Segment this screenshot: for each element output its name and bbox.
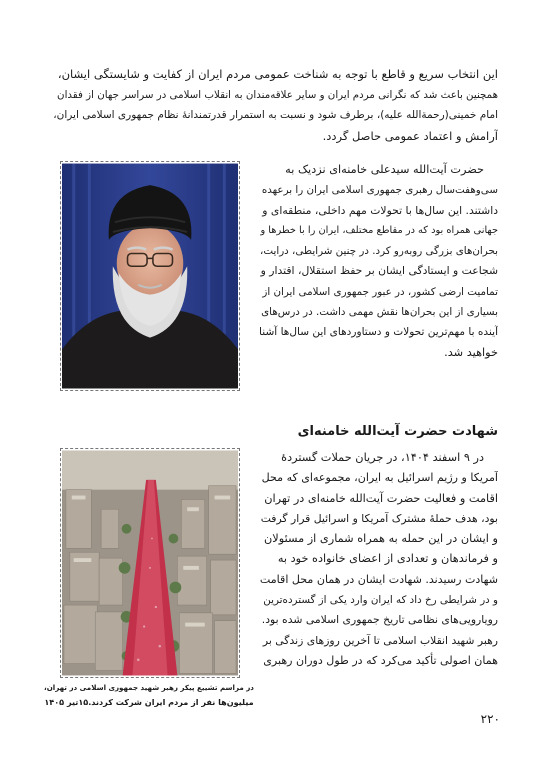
section-line: و ایشان در این حمله به همراه شماری از مسئولان	[264, 532, 498, 546]
leader-line: بسیاری از این بحران‌ها نقش مهمی داشت. در درس‌های	[261, 306, 498, 319]
section-line: همان اصولی تأکید می‌کرد که در طول دوران رهبری	[263, 653, 498, 667]
section-line: و در شرایطی رخ داد که ایران وارد یکی از گسترده‌ترین	[263, 594, 498, 607]
funeral-crowd-photo	[60, 448, 240, 678]
leader-line: داشتند. این سال‌ها با تحولات مهم داخلی، منطقه‌ای و	[262, 203, 498, 217]
aerial-crowd-illustration	[62, 450, 238, 676]
leader-line: خواهید شد.	[444, 345, 498, 359]
leader-line: سی‌وهفت‌سال رهبری جمهوری اسلامی ایران را برعهده	[261, 184, 498, 197]
section-line: آمریکا و رژیم اسرائیل به ایران، مجموعه‌ای که محل	[261, 471, 498, 485]
leader-line: بحران‌های بزرگی روبه‌رو کرد. در چنین شرایطی، درایت،	[260, 245, 498, 258]
leader-line: حضرت آیت‌الله سیدعلی خامنه‌ای نزدیک به	[285, 163, 484, 176]
section-line: و فرماندهان و تعدادی از اعضای خانواده خود به	[277, 552, 498, 566]
leader-portrait-photo	[60, 161, 240, 391]
intro-paragraph	[52, 64, 498, 146]
leader-paragraph	[259, 160, 498, 363]
section-line: رویارویی‌های نظامی تاریخ جمهوری اسلامی شده بود.	[261, 613, 498, 627]
leader-line: آینده با مهم‌ترین تحولات و دستاوردهای این سال‌ها آشنا	[259, 326, 498, 339]
martyrdom-paragraph	[259, 448, 498, 671]
section-line: رهبر شهید انقلاب اسلامی تا آخرین روزهای زندگی بر	[262, 633, 498, 647]
section-line: شهادت رسیدند. شهادت ایشان در همان محل اقامت	[259, 572, 498, 586]
photo-caption	[44, 680, 254, 710]
intro-line: همچنین باعث شد که نگرانی مردم ایران و سایر علاقه‌مندان به انقلاب اسلامی در سراسر جهان از فقدان	[57, 88, 498, 101]
leader-line: تمامیت ارضی کشور، در عبور جمهوری اسلامی ایران از	[262, 285, 498, 298]
leader-line: جهانی همراه بود که در مقاطع مختلف، ایران را با خطرها و	[260, 224, 498, 236]
page-number: ۲۲۰	[480, 712, 500, 726]
caption-line: در مراسم تشییع پیکر رهبر شهید جمهوری اسلامی در تهران،	[44, 683, 254, 692]
section-heading: شهادت حضرت آیت‌الله خامنه‌ای	[297, 424, 498, 439]
intro-line: امام خمینی(رحمةالله علیه)، برطرف شود و نسبت به استمرار قدرتمندانهٔ نظام جمهوری اسلامی ایران،	[53, 109, 498, 121]
caption-line: میلیون‌ها نفر از مردم ایران شرکت کردند.۱۵تیر ۱۴۰۵	[44, 697, 254, 707]
section-line: در ۹ اسفند ۱۴۰۴، در جریان حملات گستردهٔ	[281, 451, 484, 464]
intro-line: این انتخاب سریع و قاطع با توجه به شناخت عمومی مردم ایران از کفایت و شایستگی ایشان،	[57, 67, 498, 81]
section-line: بود، هدف حملهٔ مشترک آمریکا و اسرائیل قرار گرفت	[260, 511, 498, 525]
section-line: اقامت و فعالیت حضرت آیت‌الله خامنه‌ای در تهران	[264, 491, 498, 505]
leader-line: شجاعت و ایستادگی ایشان بر حفظ استقلال، اقتدار و	[260, 264, 498, 278]
intro-line: آرامش و اعتماد عمومی حاصل گردد.	[322, 128, 498, 143]
portrait-illustration	[62, 163, 238, 389]
